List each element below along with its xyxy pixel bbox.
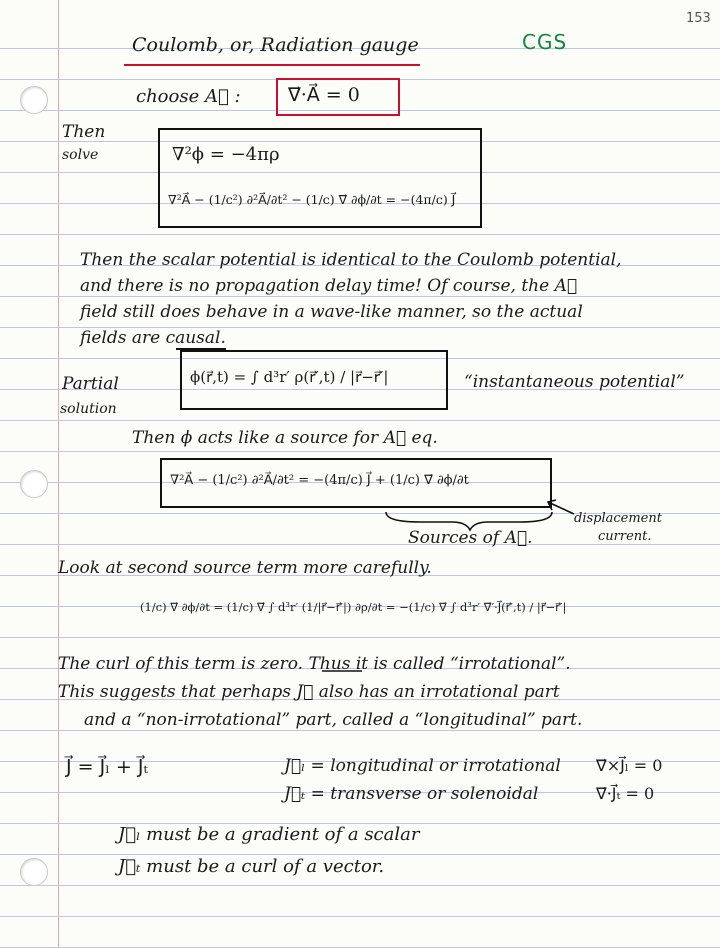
closing-line1: J⃗ₗ must be a gradient of a scalar xyxy=(118,824,420,845)
transverse-condition: ∇⃗·J⃗ₜ = 0 xyxy=(596,784,655,803)
choose-label: choose A⃗ : xyxy=(136,86,241,107)
paragraph1-line4: fields are causal. xyxy=(80,328,226,348)
paragraph1-line2: and there is no propagation delay time! Of course, the A⃗ xyxy=(80,276,578,296)
current-label: current. xyxy=(598,529,652,544)
paragraph2-line2: This suggests that perhaps J⃗ also has an irrotational part xyxy=(58,682,560,702)
page-number: 153 xyxy=(686,11,711,26)
phi-source-line: Then ϕ acts like a source for A⃗ eq. xyxy=(132,428,438,448)
longitudinal-condition: ∇⃗×J⃗ₗ = 0 xyxy=(596,756,663,775)
longitudinal-definition: J⃗ₗ = longitudinal or irrotational xyxy=(284,756,561,776)
then-label: Then xyxy=(62,122,106,142)
units-label: CGS xyxy=(522,30,568,54)
look-line: Look at second source term more carefully. xyxy=(58,558,432,578)
instantaneous-potential-equation: ϕ(r⃗,t) = ∫ d³r′ ρ(r⃗′,t) / |r⃗−r⃗′| xyxy=(190,368,389,386)
solution-label: solution xyxy=(60,401,117,417)
second-source-equation: (1/c) ∇⃗ ∂ϕ/∂t = (1/c) ∇⃗ ∫ d³r′ (1/|r⃗−r⃗′|) ∂ρ/∂t = −(1/c) ∇⃗ ∫ d³r′ ∇⃗′·J⃗(r⃗′,t) / |r⃗−r⃗′| xyxy=(140,600,567,614)
vector-wave-equation: ∇²A⃗ − (1/c²) ∂²A⃗/∂t² − (1/c) ∇⃗ ∂ϕ/∂t = −(4π/c) J⃗ xyxy=(168,192,456,207)
closing-line2: J⃗ₜ must be a curl of a vector. xyxy=(118,856,385,877)
solve-label: solve xyxy=(62,147,99,163)
partial-label: Partial xyxy=(62,374,119,394)
paragraph2-line3: and a “non-irrotational” part, called a “longitudinal” part. xyxy=(84,710,583,730)
sources-label: Sources of A⃗. xyxy=(408,528,533,548)
paragraph1-line1: Then the scalar potential is identical to the Coulomb potential, xyxy=(80,250,622,270)
transverse-definition: J⃗ₜ = transverse or solenoidal xyxy=(284,784,539,804)
gauge-condition: ∇⃗·A⃗ = 0 xyxy=(288,84,360,106)
paragraph2-line1: The curl of this term is zero. Thus it is called “irrotational”. xyxy=(58,654,571,674)
scalar-poisson-equation: ∇²ϕ = −4πρ xyxy=(172,144,280,165)
page-title: Coulomb, or, Radiation gauge xyxy=(132,34,419,56)
displacement-label: displacement xyxy=(574,511,662,526)
instantaneous-potential-note: “instantaneous potential” xyxy=(464,372,685,392)
paragraph1-line3: field still does behave in a wave-like manner, so the actual xyxy=(80,302,583,322)
a-wave-equation: ∇²A⃗ − (1/c²) ∂²A⃗/∂t² = −(4π/c) J⃗ + (1/c) ∇⃗ ∂ϕ/∂t xyxy=(170,473,469,488)
current-decomposition: J⃗ = J⃗ₗ + J⃗ₜ xyxy=(66,756,149,778)
